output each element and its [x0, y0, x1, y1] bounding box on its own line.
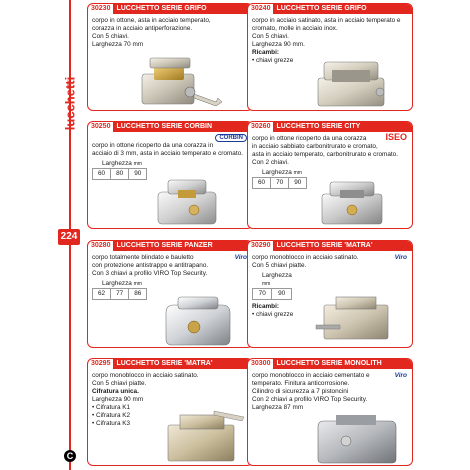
- product-code: 30230: [88, 4, 113, 14]
- desc-line: in acciaio sabbiato carbonitrurato e cromato,: [252, 143, 378, 150]
- sizes-label: Larghezza: [102, 160, 132, 167]
- sizes-unit: mm: [133, 281, 142, 287]
- size-cell: 60: [93, 169, 111, 180]
- product-title: LUCCHETTO SERIE CORBIN: [116, 123, 213, 130]
- brand-logo-iseo: ISEO: [385, 132, 407, 142]
- padlock-image: [308, 291, 408, 345]
- product-code: 30290: [248, 241, 273, 251]
- card-header: [88, 4, 252, 14]
- product-title: LUCCHETTO SERIE GRIFO: [116, 5, 207, 12]
- desc-line: corpo in ottone ricoperto da una corazza: [252, 135, 367, 142]
- section-label: lucchetti: [62, 76, 78, 131]
- size-cell: 70: [271, 178, 289, 189]
- product-card-30230: [87, 3, 253, 111]
- desc-line: corpo totalmente blindato e bauletto: [92, 254, 194, 261]
- cipher-item: • Cifratura K1: [92, 404, 131, 411]
- padlock-image: [310, 56, 410, 110]
- desc-line: acciaio di 3 mm, asta in acciaio temperato e cromato.: [92, 150, 243, 157]
- sizes-table: [252, 169, 307, 189]
- product-card-30240: [247, 3, 413, 111]
- size-cell: 77: [111, 289, 129, 300]
- sizes-unit: mm: [262, 281, 271, 287]
- desc-line: Con 5 chiavi.: [92, 33, 129, 40]
- desc-line: Con 5 chiavi piatte.: [252, 262, 307, 269]
- cipher-item: • Cifratura K3: [92, 420, 131, 427]
- desc-line: Con 5 chiavi.: [252, 33, 289, 40]
- spares-item: • chiavi grezze: [252, 311, 294, 318]
- size-cell: 90: [289, 178, 307, 189]
- product-title: LUCCHETTO SERIE MONOLITH: [276, 360, 382, 367]
- card-header: [88, 122, 252, 132]
- product-card-30260: [247, 121, 413, 229]
- desc-line: con protezione antistrappo e antitrapano.: [92, 262, 209, 269]
- brand-logo-corbin: CORBIN: [215, 134, 247, 142]
- desc-line: Con 3 chiavi a profilo VIRO Top Security.: [92, 270, 208, 277]
- sizes-label: Larghezza: [262, 272, 292, 279]
- desc-line: corpo in acciaio satinato, asta in acciaio temperato e: [252, 17, 401, 24]
- padlock-image: [148, 295, 248, 347]
- size-cell: 86: [129, 289, 147, 300]
- desc-line: corpo in ottone, asta in acciaio temperato,: [92, 17, 211, 24]
- card-header: [248, 359, 412, 369]
- desc-line: Larghezza 90 mm: [92, 396, 144, 403]
- card-header: [248, 241, 412, 251]
- product-code: 30250: [88, 122, 113, 132]
- desc-line: corpo in ottone ricoperto da una corazza in: [92, 142, 214, 149]
- product-description: [252, 372, 408, 412]
- padlock-image: [306, 413, 410, 465]
- desc-line: Con 5 chiavi piatte.: [92, 380, 147, 387]
- product-card-30290: [247, 240, 413, 348]
- product-code: 30300: [248, 359, 273, 369]
- size-cell: 90: [129, 169, 147, 180]
- product-code: 30280: [88, 241, 113, 251]
- desc-line: Con 2 chiavi.: [252, 159, 289, 166]
- desc-line: asta in acciaio temperato, carbonitrurato e cromato.: [252, 151, 398, 158]
- desc-line: Larghezza 70 mm: [92, 41, 144, 48]
- desc-line: temperato. Finitura anticorrosione.: [252, 380, 350, 387]
- brand-logo-viro: Viro: [394, 372, 407, 379]
- sizes-label: Larghezza: [102, 280, 132, 287]
- product-card-30280: [87, 240, 253, 348]
- product-code: 30240: [248, 4, 273, 14]
- product-title: LUCCHETTO SERIE CITY: [276, 123, 361, 130]
- desc-line: cromato, molle in acciaio inox.: [252, 25, 338, 32]
- size-cell: 70: [253, 289, 272, 300]
- brand-logo-viro: Viro: [234, 254, 247, 261]
- desc-line: Larghezza 87 mm: [252, 404, 304, 411]
- spares-item: • chiavi grezze: [252, 57, 294, 64]
- product-description: [92, 254, 248, 300]
- padlock-image: [138, 176, 238, 228]
- desc-line: Cilindro di sicurezza a 7 pistoncini: [252, 388, 349, 395]
- product-card-30300: [247, 358, 413, 466]
- page-number: 224: [58, 229, 80, 245]
- size-cell: 90: [272, 289, 291, 300]
- sizes-unit: mm: [133, 161, 142, 167]
- product-title: LUCCHETTO SERIE PANZER: [116, 242, 213, 249]
- sizes-label: Larghezza: [262, 169, 292, 176]
- card-header: [88, 359, 252, 369]
- product-card-30295: [87, 358, 253, 466]
- padlock-image: [120, 54, 230, 110]
- sidebar: [0, 0, 62, 470]
- product-code: 30260: [248, 122, 273, 132]
- cipher-item: • Cifratura K2: [92, 412, 131, 419]
- size-cell: 62: [93, 289, 111, 300]
- size-cell: 80: [111, 169, 129, 180]
- publisher-logo: C: [64, 450, 76, 462]
- card-header: [248, 122, 412, 132]
- padlock-image: [154, 407, 252, 465]
- product-description: [92, 142, 248, 180]
- desc-line: corpo monoblocco in acciaio satinato.: [252, 254, 359, 261]
- spares-label: Ricambi:: [252, 49, 279, 56]
- product-title: LUCCHETTO SERIE 'MATRA': [276, 242, 373, 249]
- desc-line: Con 2 chiavi a profilo VIRO Top Security.: [252, 396, 368, 403]
- desc-line-bold: Cifratura unica.: [92, 388, 139, 395]
- desc-line: Larghezza 90 mm.: [252, 41, 305, 48]
- desc-line: corazza in acciaio antiperforazione.: [92, 25, 193, 32]
- desc-line: corpo monoblocco in acciaio satinato.: [92, 372, 199, 379]
- sizes-table: [92, 280, 147, 300]
- product-description: [92, 17, 248, 49]
- card-header: [248, 4, 412, 14]
- brand-logo-viro: Viro: [394, 254, 407, 261]
- sizes-table: [252, 272, 292, 300]
- product-title: LUCCHETTO SERIE 'MATRA': [116, 360, 213, 367]
- size-cell: 60: [253, 178, 271, 189]
- product-title: LUCCHETTO SERIE GRIFO: [276, 5, 367, 12]
- desc-line: corpo monoblocco in acciaio cementato e: [252, 372, 370, 379]
- sizes-unit: mm: [293, 170, 302, 176]
- spares-label: Ricambi:: [252, 303, 279, 310]
- product-code: 30295: [88, 359, 113, 369]
- padlock-image: [308, 178, 408, 228]
- card-header: [88, 241, 252, 251]
- product-card-30250: [87, 121, 253, 229]
